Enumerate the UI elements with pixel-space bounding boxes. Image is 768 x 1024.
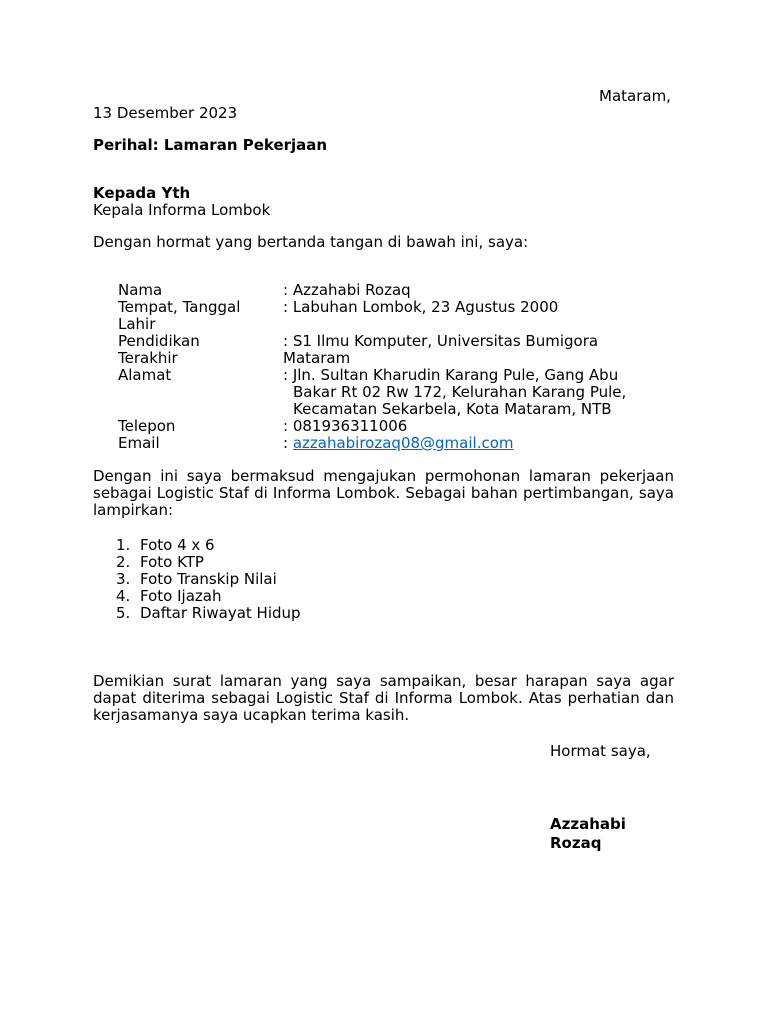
opening-sentence: Dengan hormat yang bertanda tangan di bawah ini, saya: — [93, 233, 529, 251]
attachment-item: Foto Ijazah — [140, 587, 222, 605]
attachment-number: 1. — [116, 536, 131, 554]
closing-paragraph: Demikian surat lamaran yang saya sampaikan, besar harapan saya agar dapat diterima sebagai Logistic Staf di Informa Lombok. Atas perhatian dan kerjasamanya saya ucapkan terima kasih. — [93, 672, 674, 724]
email-link[interactable]: azzahabirozaq08@gmail.com — [292, 434, 514, 452]
attachment-number: 3. — [116, 570, 131, 588]
recipient: Kepala Informa Lombok — [93, 201, 271, 219]
birth-value: : Labuhan Lombok, 23 Agustus 2000 — [283, 298, 559, 316]
education-value: : S1 Ilmu Komputer, Universitas Bumigora — [283, 332, 599, 350]
email-label: Email — [118, 434, 160, 452]
email-row — [283, 435, 514, 452]
signature-name: Azzahabi — [550, 815, 626, 833]
phone-value: : 081936311006 — [283, 417, 408, 435]
birth-label: Tempat, Tanggal — [118, 298, 241, 316]
education-value-cont: Mataram — [283, 349, 351, 367]
attachment-number: 4. — [116, 587, 131, 605]
sign-off: Hormat saya, — [550, 742, 651, 760]
body-paragraph: Dengan ini saya bermaksud mengajukan permohonan lamaran pekerjaan sebagai Logistic Staf di Informa Lombok. Sebagai bahan pertimbangan, saya lampirkan: — [93, 467, 674, 519]
attachment-item: Foto 4 x 6 — [140, 536, 215, 554]
attachment-number: 5. — [116, 604, 131, 622]
name-label: Nama — [118, 281, 163, 299]
phone-label: Telepon — [118, 417, 176, 435]
address-value-line3: Kecamatan Sekarbela, Kota Mataram, NTB — [293, 400, 612, 418]
education-label: Pendidikan — [118, 332, 200, 350]
name-value: : Azzahabi Rozaq — [283, 281, 411, 299]
email-prefix: : — [283, 434, 293, 452]
attachment-item: Foto KTP — [140, 553, 204, 571]
address-label: Alamat — [118, 366, 172, 384]
letter-place: Mataram, — [599, 87, 671, 105]
address-value: : Jln. Sultan Kharudin Karang Pule, Gang Abu — [283, 366, 619, 384]
recipient-greeting: Kepada Yth — [93, 184, 191, 202]
letter-date: 13 Desember 2023 — [93, 104, 238, 122]
signature-name-cont: Rozaq — [550, 834, 602, 852]
attachment-number: 2. — [116, 553, 131, 571]
birth-label-cont: Lahir — [118, 315, 156, 333]
letter-subject: Perihal: Lamaran Pekerjaan — [93, 136, 328, 154]
attachment-item: Daftar Riwayat Hidup — [140, 604, 301, 622]
attachment-item: Foto Transkip Nilai — [140, 570, 277, 588]
education-label-cont: Terakhir — [118, 349, 178, 367]
address-value-line2: Bakar Rt 02 Rw 172, Kelurahan Karang Pule, — [293, 383, 627, 401]
